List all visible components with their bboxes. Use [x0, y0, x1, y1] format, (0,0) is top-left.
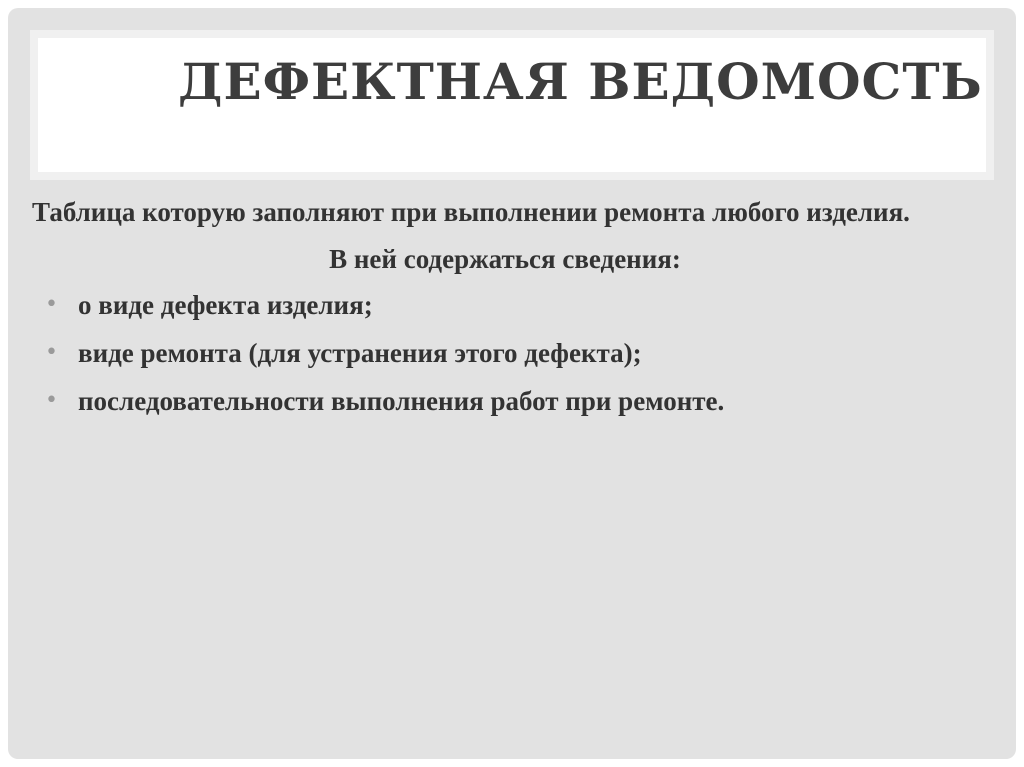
bullet-text: о виде дефекта изделия;: [78, 290, 373, 320]
title-box: [30, 30, 994, 180]
slide: [8, 8, 1016, 759]
bullet-list: [32, 286, 1008, 420]
subheading: В ней содержаться сведения:: [329, 244, 681, 274]
bullet-icon: •: [45, 388, 58, 413]
list-item: [32, 334, 1008, 372]
slide-title: ДЕФЕКТНАЯ ВЕДОМОСТЬ: [178, 52, 983, 111]
bullet-icon: •: [45, 340, 58, 365]
bullet-icon: •: [45, 292, 58, 317]
list-item: [32, 382, 1008, 420]
list-item: [32, 286, 1008, 324]
bullet-text: последовательности выполнения работ при ремонте.: [78, 386, 725, 416]
bullet-text: виде ремонта (для устранения этого дефекта);: [78, 338, 642, 368]
slide-body: [32, 193, 1008, 430]
intro-text: Таблица которую заполняют при выполнении ремонта любого изделия.: [32, 197, 910, 227]
